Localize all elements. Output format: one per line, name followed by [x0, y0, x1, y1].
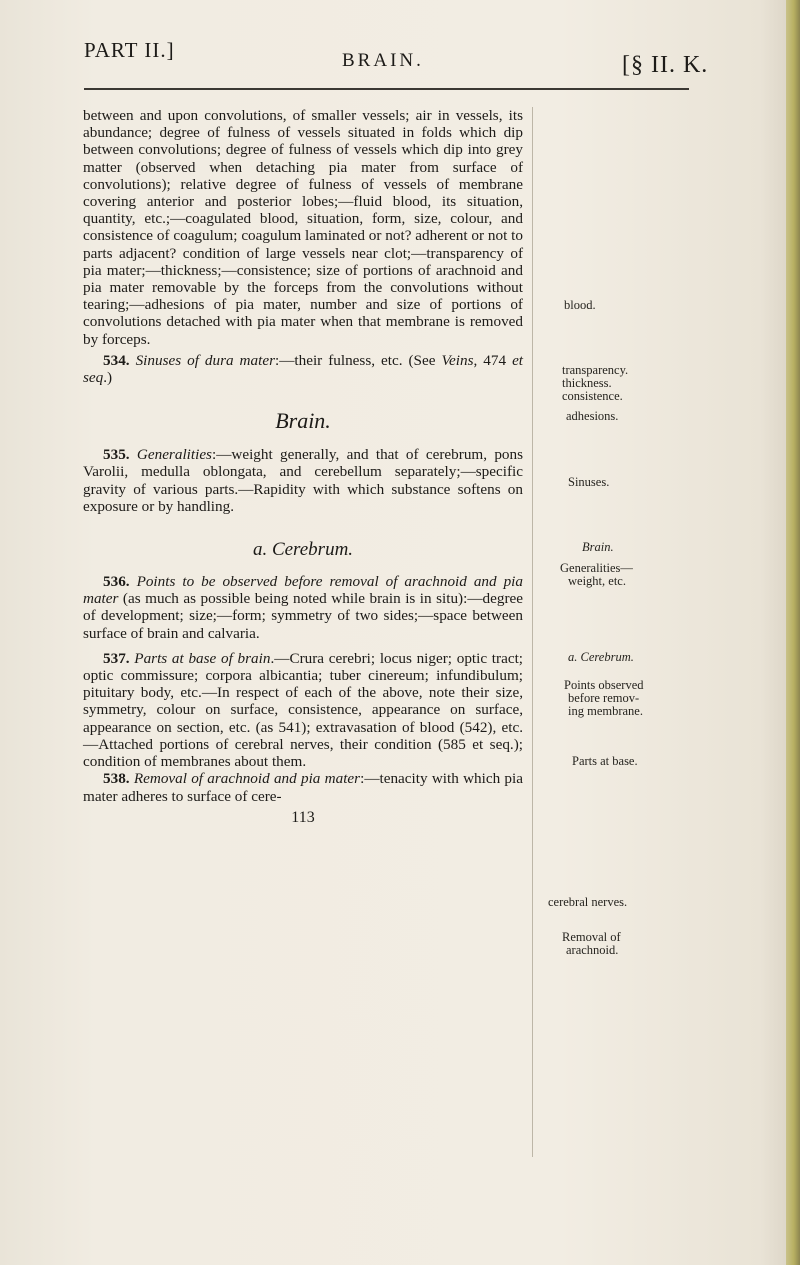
paragraph-534: 534. Sinuses of dura mater:—their fulness, etc. (See Veins, 474 et seq.): [83, 351, 524, 387]
page-edge: [786, 0, 800, 1265]
paragraph-535: 535. Generalities:—weight generally, and that of cerebrum, pons Varolii, medulla oblongata, and cerebellum separately;—specific gravity of various parts.—Rapidity with which substance softens on exposure or by handling.: [83, 446, 524, 515]
margin-note-points-2: before remov-: [568, 691, 640, 705]
page-number: 113: [291, 808, 315, 826]
body-text: [83, 107, 523, 827]
margin-note-cerebrum: a. Cerebrum.: [568, 650, 634, 664]
margin-note-adhesions: adhesions.: [566, 409, 619, 423]
margin-note-generalities: Generalities—: [560, 561, 633, 575]
margin-note-removal-1: Removal of: [562, 930, 621, 944]
margin-note-consistence: consistence.: [562, 389, 623, 403]
margin-note-thickness: thickness.: [562, 376, 612, 390]
header-rule: [84, 88, 689, 90]
paragraph-537: 537. Parts at base of brain.—Crura cerebri; locus niger; optic tract; optic commissure; corpora albicantia; tuber cinereum; infundibulum; pituitary body, etc.—In respect of each of the above, note their size, symmetry, colour on surface, consistence, appearance on surface, appearance on section, etc. (as 541); extravasation of blood (542), etc.—Attached portions of cerebral nerves, their condition (585 et seq.); condition of membranes about them.: [83, 649, 524, 771]
section-title-brain: Brain.: [275, 408, 331, 434]
margin-note-cerebral-nerves: cerebral nerves.: [548, 895, 628, 909]
header-title: BRAIN.: [342, 50, 424, 71]
paragraph-533-continued: between and upon convolutions, of smaller vessels; air in vessels, its abundance; degree of fulness of vessels situated in folds which dip between convolutions; degree of fulness of vessels which dip into grey matter (observed when detaching pia mater from surface of convolutions); relative degree of fulness of vessels of membrane covering anterior and posterior lobes;—fluid blood, its situation, quantity, etc.;—coagulated blood, situation, form, size, colour, and consistence of coagulum; coagulum laminated or not? adherent or not to parts adjacent? condition of large vessels near clot;—transparency of pia mater;—thickness;—consistence; size of portions of arachnoid and pia mater removable by the forceps from the convolutions without tearing;—adhesions of pia mater, number and size of portions of convolutions detached with pia mater when that membrane is removed by forceps.: [83, 107, 523, 348]
header-part: PART II.]: [84, 38, 175, 62]
margin-note-weight: weight, etc.: [568, 574, 626, 588]
margin-note-blood: blood.: [564, 298, 596, 312]
paragraph-536: 536. Points to be observed before removal of arachnoid and pia mater (as much as possible being noted while brain is in situ):—degree of development; size;—form; symmetry of two sides;—space between surface of brain and calvaria.: [83, 573, 523, 642]
header-section: [§ II. K.: [622, 52, 709, 78]
margin-note-transparency: transparency.: [562, 363, 629, 377]
margin-note-sinuses: Sinuses.: [568, 475, 610, 489]
margin-notes: [532, 107, 767, 1207]
margin-divider: [532, 107, 533, 1157]
running-header: [0, 14, 800, 78]
margin-note-points-1: Points observed: [564, 678, 644, 692]
paragraph-538: 538. Removal of arachnoid and pia mater:—tenacity with which pia mater adheres to surface of cere-: [83, 770, 523, 805]
margin-note-parts-at-base: Parts at base.: [572, 754, 638, 768]
paragraph-heading: Sinuses of dura mater: [135, 351, 275, 369]
margin-note-points-3: ing membrane.: [568, 704, 643, 718]
margin-note-brain: Brain.: [582, 540, 614, 554]
margin-note-removal-2: arachnoid.: [566, 943, 619, 957]
subsection-title-cerebrum: a. Cerebrum.: [252, 539, 354, 561]
